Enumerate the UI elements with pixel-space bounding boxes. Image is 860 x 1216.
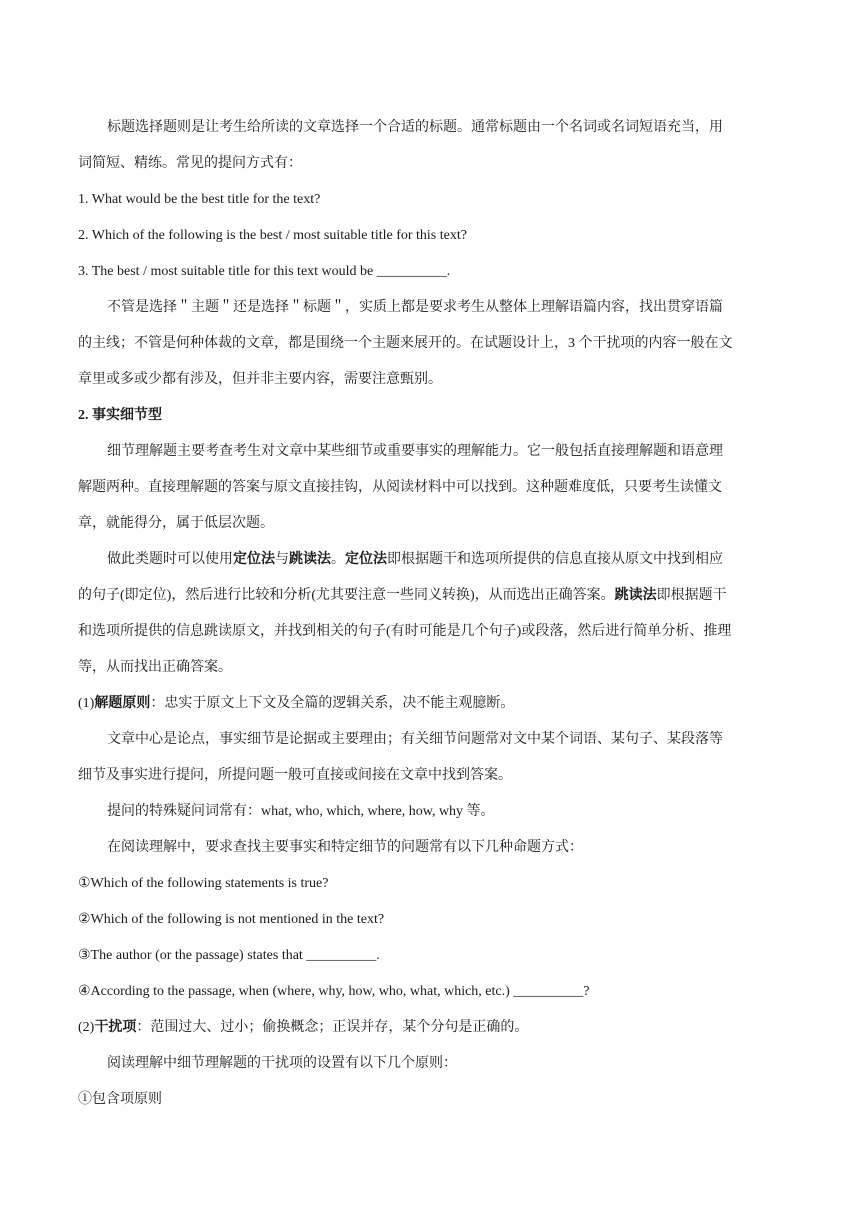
rule-item-1: ①包含项原则 — [78, 1092, 162, 1107]
text-span: 与 — [275, 552, 289, 567]
paragraph-detail-2: 解题两种。直接理解题的答案与原文直接挂钩，从阅读材料中可以找到。这种题难度低，只要考生读懂文 — [78, 480, 722, 495]
paragraph-methods-4: 等，从而找出正确答案。 — [78, 660, 232, 675]
section-heading-fact-detail: 2. 事实细节型 — [78, 408, 162, 423]
paragraph-center-2: 细节及事实进行提问，所提问题一般可直接或间接在文章中找到答案。 — [78, 768, 512, 783]
paragraph-theme-2: 的主线；不管是何种体裁的文章，都是围绕一个主题来展开的。在试题设计上，3 个干扰项的内容一般在文 — [78, 336, 733, 351]
term-distractor: 干扰项 — [94, 1020, 137, 1035]
circled-item-2: ②Which of the following is not mentioned in the text? — [78, 912, 385, 927]
text-span: 的句子(即定位)，然后进行比较和分析(尤其要注意一些同义转换)，从而选出正确答案。 — [78, 588, 615, 603]
term-locate-method: 定位法 — [345, 552, 387, 567]
paragraph-methods-1 — [78, 542, 784, 578]
text-span: ：忠实于原文上下文及全篇的逻辑关系，决不能主观臆断。 — [150, 696, 515, 711]
paragraph-methods-2 — [78, 578, 784, 614]
circled-item-4: ④According to the passage, when (where, why, how, who, what, which, etc.) __________? — [78, 984, 590, 999]
paragraph-distractors — [78, 1010, 784, 1046]
paragraph-distractor-rules: 阅读理解中细节理解题的干扰项的设置有以下几个原则： — [107, 1056, 457, 1071]
text-span: 做此类题时可以使用 — [107, 552, 233, 567]
text-span: 即根据题干和选项所提供的信息直接从原文中找到相应 — [387, 552, 723, 567]
paragraph-methods-3: 和选项所提供的信息跳读原文，并找到相关的句子(有时可能是几个句子)或段落，然后进行简单分析、推理 — [78, 624, 732, 639]
paragraph-title-selection-2: 词简短、精练。常见的提问方式有： — [78, 156, 302, 171]
paragraph-principle — [78, 686, 784, 722]
term-locate-method: 定位法 — [233, 552, 275, 567]
circled-item-3: ③The author (or the passage) states that __________. — [78, 948, 380, 963]
paragraph-wh-words: 提问的特殊疑问词常有：what, who, which, where, how, why 等。 — [107, 804, 495, 819]
question-format-3: 3. The best / most suitable title for this text would be __________. — [78, 264, 451, 279]
paragraph-theme-1: 不管是选择＂主题＂还是选择＂标题＂，实质上都是要求考生从整体上理解语篇内容，找出贯穿语篇 — [107, 300, 723, 315]
term-principle: 解题原则 — [94, 696, 151, 711]
text-span: 即根据题干 — [656, 588, 727, 603]
paragraph-detail-3: 章，就能得分，属于低层次题。 — [78, 516, 274, 531]
paragraph-detail-1: 细节理解题主要考查考生对文章中某些细节或重要事实的理解能力。它一般包括直接理解题和语意理 — [107, 444, 723, 459]
paragraph-theme-3: 章里或多或少都有涉及，但并非主要内容，需要注意甄别。 — [78, 372, 442, 387]
text-span: ：范围过大、过小；偷换概念；正误并存，某个分句是正确的。 — [136, 1020, 529, 1035]
document-body — [78, 110, 784, 1118]
term-skim-method: 跳读法 — [614, 588, 657, 603]
question-format-2: 2. Which of the following is the best / most suitable title for this text? — [78, 228, 467, 243]
text-span: (2) — [78, 1020, 95, 1035]
text-span: 。 — [331, 552, 345, 567]
paragraph-question-ways: 在阅读理解中，要求查找主要事实和特定细节的问题常有以下几种命题方式： — [107, 840, 583, 855]
circled-item-1: ①Which of the following statements is true? — [78, 876, 329, 891]
text-span: (1) — [78, 696, 95, 711]
term-skim-method: 跳读法 — [289, 552, 331, 567]
paragraph-center-1: 文章中心是论点，事实细节是论据或主要理由；有关细节问题常对文中某个词语、某句子、某段落等 — [107, 732, 723, 747]
paragraph-title-selection-1: 标题选择题则是让考生给所读的文章选择一个合适的标题。通常标题由一个名词或名词短语充当，用 — [107, 120, 723, 135]
question-format-1: 1. What would be the best title for the text? — [78, 192, 321, 207]
